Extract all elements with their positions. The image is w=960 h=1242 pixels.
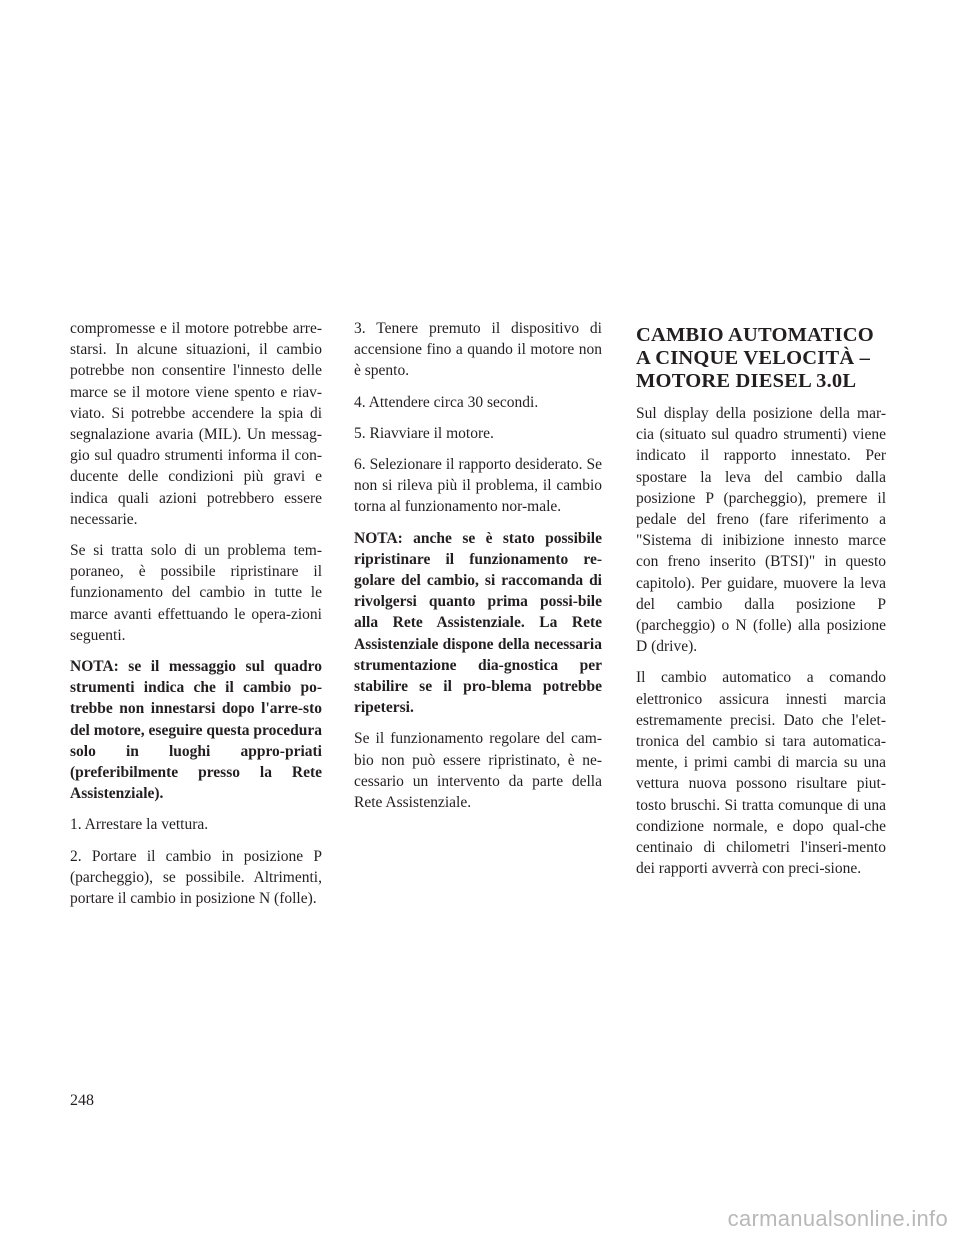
paragraph: Se si tratta solo di un problema tem-poraneo, è possibile ripristinare il funzionamento del cambio in tutte le marce avanti effettuando le opera-zioni seguenti. [70, 542, 322, 644]
step-item: 1. Arrestare la vettura. [70, 816, 209, 834]
left-column [70, 318, 322, 919]
paragraph: Sul display della posizione della mar-cia (situato sul quadro strumenti) viene indicato il rapporto innestato. Per spostare la leva del cambio dalla posizione P (parcheggio), premere il pedale del freno (fare riferimento a "Sistema di inibizione innesto marce con freno inserito (BTSI)" in questo capitolo). Per guidare, muovere la leva del cambio dalla posizione P (parcheggio) o N (folle) alla posizione D (drive). [636, 405, 886, 656]
right-column [636, 324, 886, 889]
step-item: 2. Portare il cambio in posizione P (parcheggio), se possibile. Altrimenti, portare il cambio in posizione N (folle). [70, 847, 322, 908]
page-number: 248 [70, 1092, 94, 1109]
note-paragraph: NOTA: se il messaggio sul quadro strumenti indica che il cambio po-trebbe non innestarsi dopo l'arre-sto del motore, eseguire questa procedura solo in luoghi appro-priati (preferibilmente presso la Rete Assistenziale). [70, 658, 322, 803]
section-heading: CAMBIO AUTOMATICO A CINQUE VELOCITÀ – MOTORE DIESEL 3.0L [636, 324, 874, 392]
step-item: 3. Tenere premuto il dispositivo di accensione fino a quando il motore non è spento. [354, 320, 602, 380]
watermark: carmanualsonline.info [727, 1206, 948, 1231]
note-paragraph: NOTA: anche se è stato possibile ripristinare il funzionamento re-golare del cambio, si raccomanda di rivolgersi quanto prima possi-bile alla Rete Assistenziale. La Rete Assistenziale dispone della necessaria strumentazione dia-gnostica per stabilire se il pro-blema potrebbe ripetersi. [354, 529, 602, 717]
paragraph: Se il funzionamento regolare del cam-bio non può essere ripristinato, è ne-cessario un intervento da parte della Rete Assistenziale. [354, 730, 602, 812]
step-item: 5. Riavviare il motore. [354, 424, 494, 442]
step-item: 4. Attendere circa 30 secondi. [354, 393, 539, 411]
middle-column [354, 318, 602, 823]
paragraph: Il cambio automatico a comando elettronico assicura innesti marcia estremamente precisi. Dato che l'elet-tronica del cambio si tara automatica-mente, i primi cambi di marcia su una vettura nuova possono risultare piut-tosto bruschi. Si tratta comunque di una condizione normale, e dopo qual-che centinaio di chilometri l'inseri-mento dei rapporti avverrà con preci-sione. [636, 669, 886, 878]
step-item: 6. Selezionare il rapporto desiderato. Se non si rileva più il problema, il cambio torna al funzionamento nor-male. [354, 456, 602, 516]
paragraph: compromesse e il motore potrebbe arre-starsi. In alcune situazioni, il cambio potrebbe non consentire l'innesto delle marce se il motore viene spento e riav-viato. Si potrebbe accendere la spia di segnalazione avaria (MIL). Un messag-gio sul quadro strumenti informa il con-ducente delle condizioni più gravi e indica quali azioni potrebbero essere necessarie. [70, 320, 322, 528]
